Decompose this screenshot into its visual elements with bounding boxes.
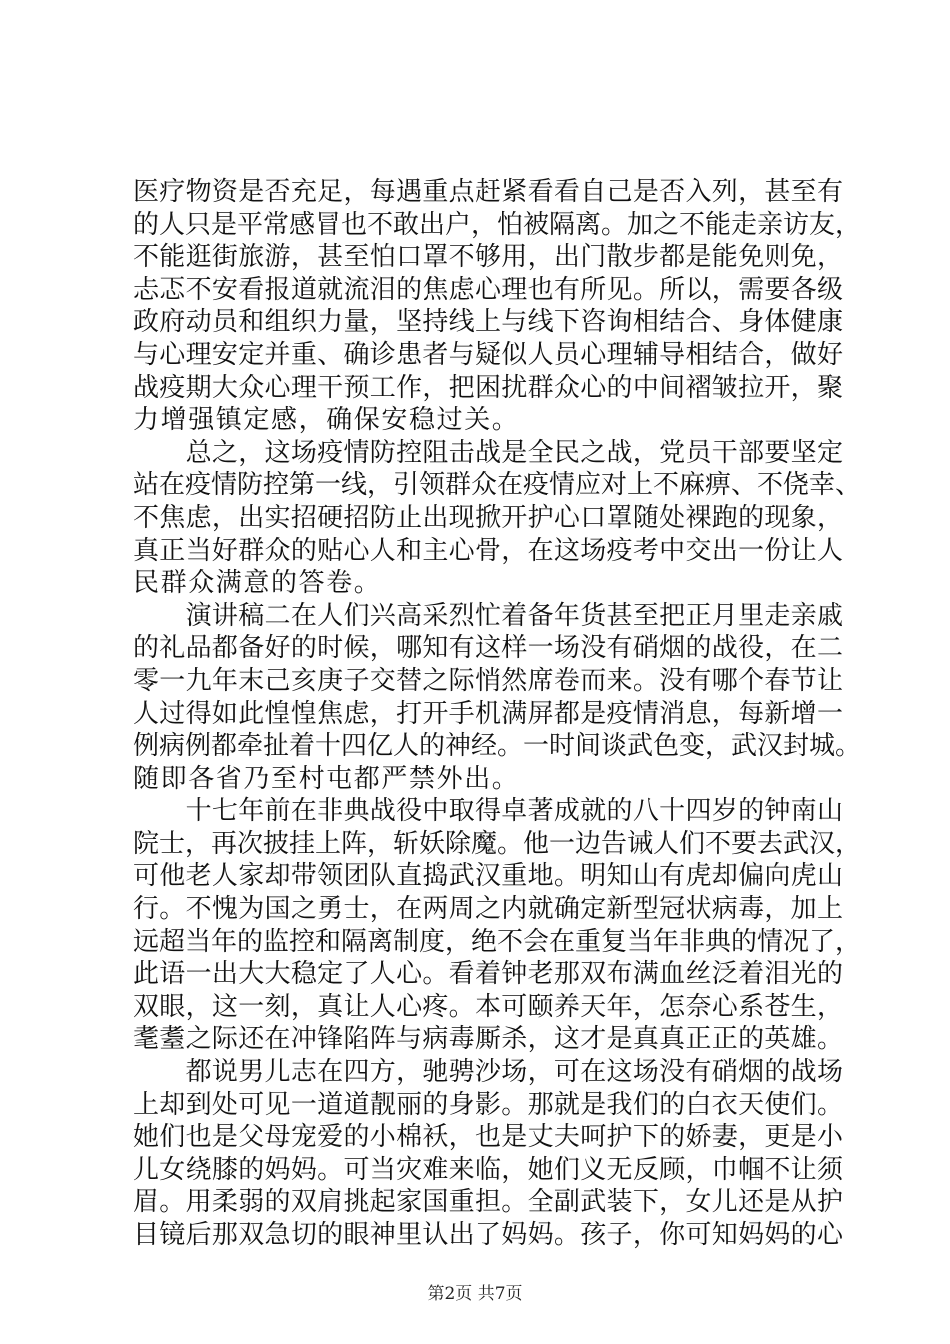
document-body (133, 176, 862, 1252)
text-line: 上却到处可见一道道靓丽的身影。那就是我们的白衣天使们。 (133, 1089, 843, 1120)
text-line: 儿女绕膝的妈妈。可当灾难来临，她们义无反顾，巾帼不让须 (133, 1154, 843, 1185)
text-line: 行。不愧为国之勇士，在两周之内就确定新型冠状病毒，加上 (133, 894, 843, 925)
text-line: 力增强镇定感，确保安稳过关。 (133, 405, 520, 436)
text-line: 人过得如此惶惶焦虑，打开手机满屏都是疫情消息，每新增一 (133, 698, 843, 729)
text-line: 演讲稿二在人们兴高采烈忙着备年货甚至把正月里走亲戚 (133, 600, 843, 631)
text-line: 总之，这场疫情防控阻击战是全民之战，党员干部要坚定 (133, 437, 843, 468)
text-line: 院士，再次披挂上阵，斩妖除魔。他一边告诫人们不要去武汉， (133, 828, 862, 859)
text-line: 她们也是父母宠爱的小棉袄，也是丈夫呵护下的娇妻，更是小 (133, 1122, 843, 1153)
text-line: 目镜后那双急切的眼神里认出了妈妈。孩子，你可知妈妈的心 (133, 1220, 843, 1250)
text-line: 与心理安定并重、确诊患者与疑似人员心理辅导相结合，做好 (133, 339, 843, 370)
text-line: 站在疫情防控第一线，引领群众在疫情应对上不麻痹、不侥幸、 (133, 470, 862, 501)
text-line: 政府动员和组织力量，坚持线上与线下咨询相结合、身体健康 (133, 307, 843, 338)
text-line: 民群众满意的答卷。 (133, 568, 382, 599)
text-line: 耄耋之际还在冲锋陷阵与病毒厮杀，这才是真真正正的英雄。 (133, 1024, 843, 1055)
text-line: 双眼，这一刻，真让人心疼。本可颐养天年，怎奈心系苍生， (133, 991, 843, 1022)
text-line: 医疗物资是否充足，每遇重点赶紧看看自己是否入列，甚至有 (133, 177, 843, 207)
text-line: 可他老人家却带领团队直捣武汉重地。明知山有虎却偏向虎山 (133, 861, 843, 892)
text-line: 例病例都牵扯着十四亿人的神经。一时间谈武色变，武汉封城。 (133, 731, 862, 762)
text-line: 远超当年的监控和隔离制度，绝不会在重复当年非典的情况了， (133, 926, 862, 957)
text-line: 的礼品都备好的时候，哪知有这样一场没有硝烟的战役，在二 (133, 633, 843, 664)
text-line: 眉。用柔弱的双肩挑起家国重担。全副武装下，女儿还是从护 (133, 1187, 843, 1218)
text-line: 都说男儿志在四方，驰骋沙场，可在这场没有硝烟的战场 (133, 1057, 843, 1088)
text-line: 不焦虑，出实招硬招防止出现掀开护心口罩随处裸跑的现象， (133, 502, 843, 533)
text-line: 的人只是平常感冒也不敢出户，怕被隔离。加之不能走亲访友， (133, 209, 862, 240)
text-line: 十七年前在非典战役中取得卓著成就的八十四岁的钟南山 (133, 796, 843, 827)
text-line: 不能逛街旅游，甚至怕口罩不够用，出门散步都是能免则免， (133, 242, 843, 273)
text-line: 零一九年末己亥庚子交替之际悄然席卷而来。没有哪个春节让 (133, 665, 843, 696)
text-line: 真正当好群众的贴心人和主心骨，在这场疫考中交出一份让人 (133, 535, 843, 566)
page-number-footer: 第2页 共7页 (427, 1284, 523, 1304)
text-line: 随即各省乃至村屯都严禁外出。 (133, 763, 520, 794)
text-line: 忐忑不安看报道就流泪的焦虑心理也有所见。所以，需要各级 (133, 274, 843, 305)
text-line: 战疫期大众心理干预工作，把困扰群众心的中间褶皱拉开，聚 (133, 372, 843, 403)
text-line: 此语一出大大稳定了人心。看着钟老那双布满血丝泛着泪光的 (133, 959, 843, 990)
